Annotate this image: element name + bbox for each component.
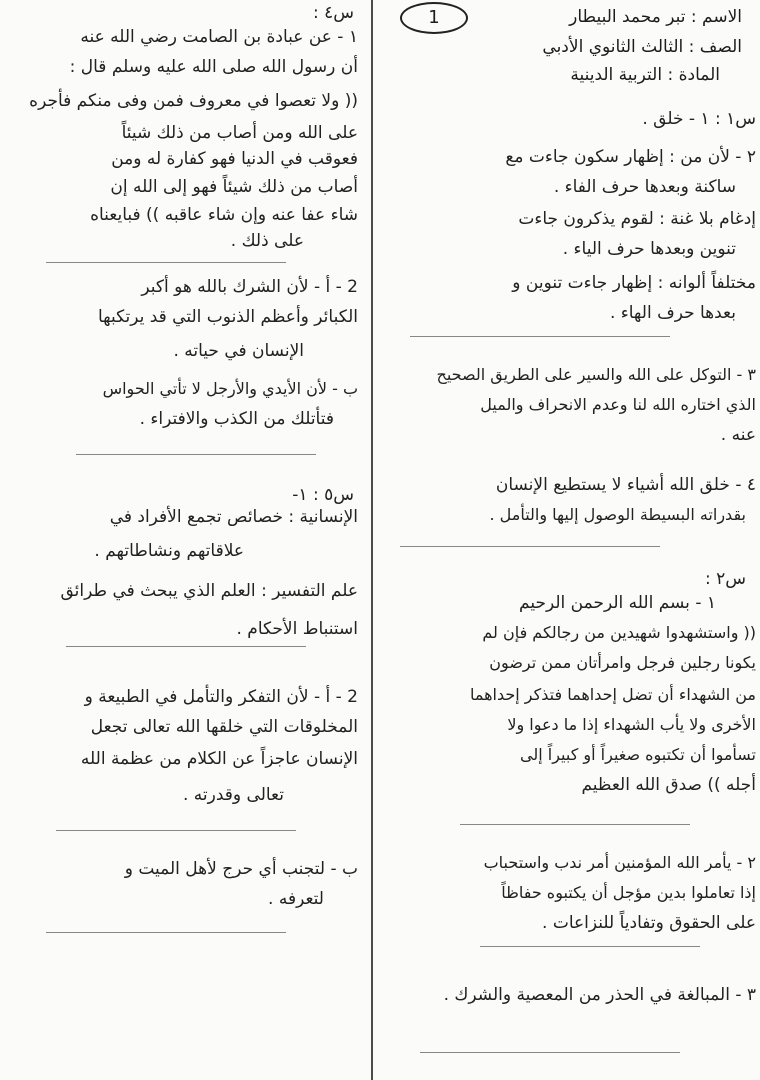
answer-line: علاقاتهم ونشاطاتهم .: [94, 541, 244, 561]
answer-line: ب - لتجنب أي حرج لأهل الميت و: [124, 859, 358, 879]
answer-line: الإنسان عاجزاً عن الكلام من عظمة الله: [80, 749, 358, 769]
answer-line: ٢ - يأمر الله المؤمنين أمر ندب واستحباب: [483, 853, 756, 872]
answer-line: س١ : ١ - خلق .: [642, 109, 756, 129]
answer-line: أن رسول الله صلى الله عليه وسلم قال :: [69, 57, 358, 77]
class-line: الصف : الثالث الثانوي الأدبي: [542, 37, 742, 57]
answer-line: 2 - أ - لأن التفكر والتأمل في الطبيعة و: [84, 687, 358, 707]
answer-line: إذا تعاملوا بدين مؤجل أن يكتبوه حفاظاً: [501, 883, 756, 902]
answer-line: أصاب من ذلك شيئاً فهو إلى الله إن: [110, 177, 358, 197]
question-heading: س٢ :: [704, 569, 746, 589]
answer-separator: [400, 546, 660, 547]
answer-line: استنباط الأحكام .: [236, 619, 358, 639]
answer-line: عنه .: [720, 425, 756, 445]
answer-line: بقدراته البسيطة الوصول إليها والتأمل .: [489, 505, 746, 524]
answer-separator: [46, 932, 286, 933]
answer-line: إدغام بلا غنة : لقوم يذكرون جاءت: [518, 209, 756, 229]
question-heading: س٥ : ١-: [292, 485, 354, 505]
answer-separator: [410, 336, 670, 337]
answer-separator: [46, 262, 286, 263]
answer-line: ١ - بسم الله الرحمن الرحيم: [519, 593, 716, 613]
answer-separator: [420, 1052, 680, 1053]
answer-line: على الله ومن أصاب من ذلك شيئاً: [121, 123, 358, 143]
answer-line: أجله )) صدق الله العظيم: [581, 775, 756, 795]
answer-separator: [480, 946, 700, 947]
answer-line: مختلفاً ألوانه : إظهار جاءت تنوين و: [512, 273, 756, 293]
answer-separator: [460, 824, 690, 825]
page-number: 1: [428, 7, 440, 28]
answer-line: فعوقب في الدنيا فهو كفارة له ومن: [111, 149, 358, 169]
answer-line: ٣ - التوكل على الله والسير على الطريق الصحيح: [436, 365, 756, 384]
answer-line: ٤ - خلق الله أشياء لا يستطيع الإنسان: [495, 475, 756, 495]
answer-line: تنوين وبعدها حرف الياء .: [562, 239, 736, 259]
question-heading: س٤ :: [312, 3, 354, 23]
answer-line: لتعرفه .: [268, 889, 324, 909]
answer-line: الذي اختاره الله لنا وعدم الانحراف والميل: [480, 395, 756, 414]
answer-line: تعالى وقدرته .: [183, 785, 284, 805]
answer-line: 2 - أ - لأن الشرك بالله هو أكبر: [141, 277, 358, 297]
answer-line: ١ - عن عبادة بن الصامت رضي الله عنه: [80, 27, 358, 47]
answer-line: الإنسان في حياته .: [173, 341, 304, 361]
answer-line: بعدها حرف الهاء .: [609, 303, 736, 323]
student-name-line: الاسم : تبر محمد البيطار: [569, 7, 742, 27]
answer-separator: [76, 454, 316, 455]
answer-separator: [66, 646, 306, 647]
answer-line: تسأموا أن تكتبوه صغيراً أو كبيراً إلى: [520, 745, 756, 764]
answer-line: المخلوقات التي خلقها الله تعالى تجعل: [90, 717, 358, 737]
answer-line: من الشهداء أن تضل إحداهما فتذكر إحداهما: [469, 685, 756, 704]
answer-line: ب - لأن الأيدي والأرجل لا تأتي الحواس: [102, 379, 358, 398]
answer-line: الأخرى ولا يأب الشهداء إذا ما دعوا ولا: [507, 715, 756, 734]
answer-line: شاء عفا عنه وإن شاء عاقبه )) فبايعناه: [90, 205, 358, 225]
answer-line: ٣ - المبالغة في الحذر من المعصية والشرك .: [443, 985, 756, 1005]
right-column: [380, 0, 756, 1080]
answer-separator: [56, 830, 296, 831]
answer-line: يكونا رجلين فرجل وامرأتان ممن ترضون: [489, 653, 756, 672]
answer-line: فتأتلك من الكذب والافتراء .: [139, 409, 334, 429]
column-divider: [371, 0, 373, 1080]
answer-line: (( واستشهدوا شهيدين من رجالكم فإن لم: [482, 623, 756, 642]
answer-line: (( ولا تعصوا في معروف فمن وفى منكم فأجره: [29, 91, 358, 111]
answer-line: الإنسانية : خصائص تجمع الأفراد في: [109, 507, 358, 527]
answer-line: الكبائر وأعظم الذنوب التي قد يرتكبها: [97, 307, 358, 327]
answer-line: علم التفسير : العلم الذي يبحث في طرائق: [60, 581, 358, 601]
answer-line: على الحقوق وتفادياً للنزاعات .: [542, 913, 756, 933]
answer-line: ساكنة وبعدها حرف الفاء .: [553, 177, 736, 197]
answer-line: على ذلك .: [230, 231, 304, 251]
left-column: [6, 0, 364, 1080]
answer-line: ٢ - لأن من : إظهار سكون جاءت مع: [505, 147, 756, 167]
subject-line: المادة : التربية الدينية: [570, 65, 720, 85]
